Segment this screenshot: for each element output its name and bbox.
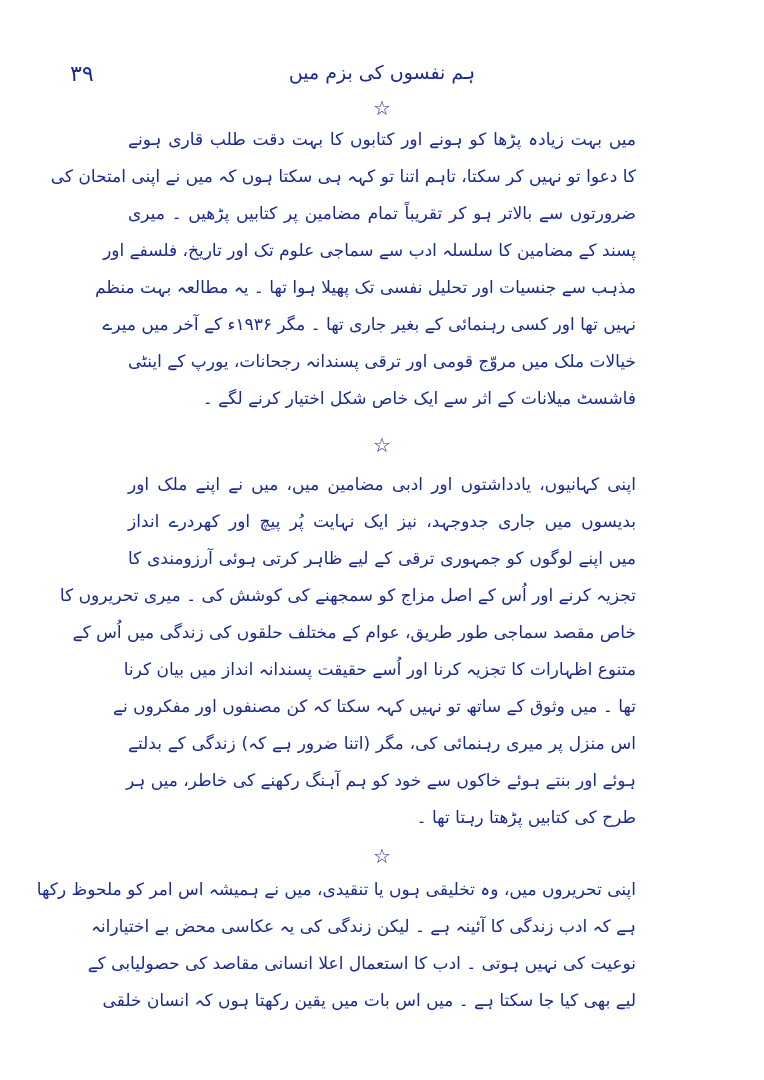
running-title: ہم نفسوں کی بزم میں (288, 62, 476, 84)
text-line: فاشسٹ میلانات کے اثر سے ایک خاص شکل اختیار کرنے لگے ۔ (202, 389, 636, 409)
text-line: اس منزل پر میری رہنمائی کی، مگر (اتنا ضرور ہے کہ) زندگی کے بدلتے (128, 734, 636, 754)
star-separator-icon: ☆ (373, 433, 391, 457)
star-separator-icon: ☆ (373, 96, 391, 120)
text-line: متنوع اظہارات کا تجزیہ کرنا اور اُسے حقیقت پسندانہ انداز میں بیان کرنا (123, 660, 636, 680)
text-line: کا دعوا تو نہیں کر سکتا، تاہم اتنا تو کہہ ہی سکتا ہوں کہ میں نے اپنی امتحان کی (50, 167, 636, 187)
paragraph-1 (50, 122, 636, 418)
text-line: ضرورتوں سے بالاتر ہو کر تقریباً تمام مضامین پر کتابیں پڑھیں ۔ میری (128, 204, 636, 224)
text-line: بدیسوں میں جاری جدوجہد، نیز ایک نہایت پُر پیچ اور کھردرے انداز (128, 512, 636, 532)
star-separator-icon: ☆ (373, 844, 391, 868)
text-line: مذہب سے جنسیات اور تحلیل نفسی تک پھیلا ہوا تھا ۔ یہ مطالعہ بہت منظم (95, 278, 636, 298)
text-line: طرح کی کتابیں پڑھتا رہتا تھا ۔ (416, 808, 636, 828)
text-line: نوعیت کی نہیں ہوتی ۔ ادب کا استعمال اعلا انسانی مقاصد کی حصولیابی کے (87, 954, 636, 974)
text-line: تھا ۔ میں وثوق کے ساتھ تو نہیں کہہ سکتا کہ کن مصنفوں اور مفکروں نے (113, 697, 636, 717)
text-line: ہے کہ ادب زندگی کا آئینہ ہے ۔ لیکن زندگی کی یہ عکاسی محض بے اختیارانہ (90, 917, 636, 937)
paragraph-3 (36, 872, 636, 1020)
text-line: خاص مقصد سماجی طور طریق، عوام کے مختلف حلقوں کی زندگی میں اُس کے (72, 623, 636, 643)
text-line: تجزیہ کرنے اور اُس کے اصل مزاج کو سمجھنے کی کوشش کی ۔ میری تحریروں کا (59, 586, 636, 606)
text-line: نہیں تھا اور کسی رہنمائی کے بغیر جاری تھا ۔ مگر ۱۹۳۶ء کے آخر میں میرے (102, 315, 636, 335)
text-line: ہوئے اور بنتے ہوئے خاکوں سے خود کو ہم آہنگ رکھنے کی خاطر، میں ہر (125, 771, 636, 791)
paragraph-2 (59, 467, 636, 837)
text-line: اپنی تحریروں میں، وہ تخلیقی ہوں یا تنقیدی، میں نے ہمیشہ اس امر کو ملحوظ رکھا (36, 880, 636, 900)
text-line: میں اپنے لوگوں کو جمہوری ترقی کے لیے ظاہر کرتی ہوئی آرزومندی کا (128, 549, 636, 569)
text-line: لیے بھی کیا جا سکتا ہے ۔ میں اس بات میں یقین رکھتا ہوں کہ انسان خلقی (102, 991, 636, 1011)
text-line: اپنی کہانیوں، یادداشتوں اور ادبی مضامین میں، میں نے اپنے ملک اور (128, 475, 636, 495)
text-line: میں بہت زیادہ پڑھا کو ہونے اور کتابوں کا بہت دقت طلب قاری ہونے (128, 130, 636, 150)
page-number: ۳۹ (70, 62, 94, 87)
text-line: خیالات ملک میں مروّج قومی اور ترقی پسندانہ رجحانات، یورپ کے اینٹی (128, 352, 636, 372)
text-line: پسند کے مضامین کا سلسلہ ادب سے سماجی علوم تک اور تاریخ، فلسفے اور (103, 241, 636, 261)
